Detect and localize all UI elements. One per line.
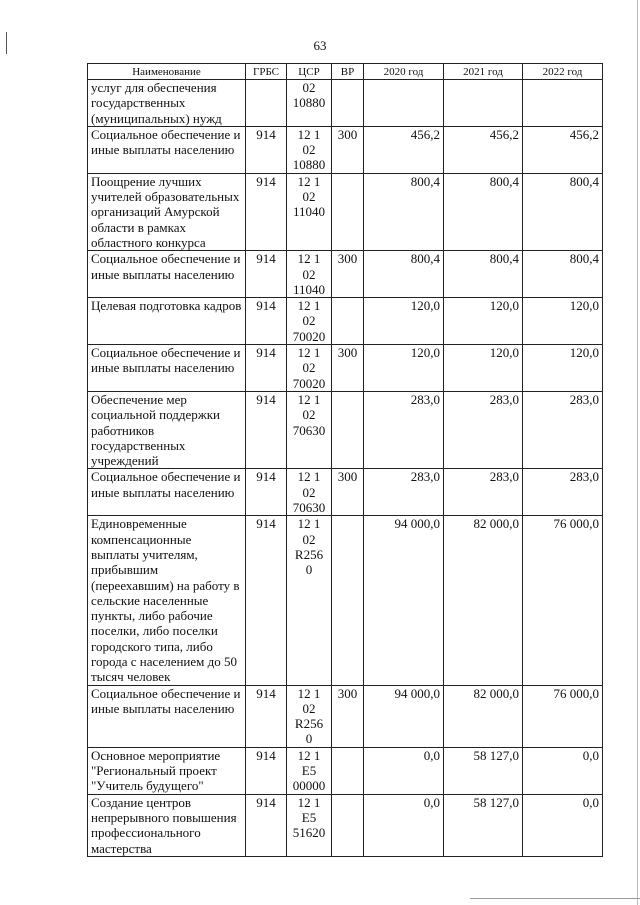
row-2021-cell: 800,4 <box>444 251 523 298</box>
row-2022-cell: 283,0 <box>523 391 603 468</box>
row-name-cell: Социальное обеспечение и иные выплаты населению <box>88 251 246 298</box>
row-2021-cell: 800,4 <box>444 173 523 250</box>
row-grbs-cell <box>246 80 287 127</box>
row-vr-cell: 300 <box>332 685 364 747</box>
row-csr-cell: 12 1 02 R256 0 <box>287 516 332 685</box>
row-vr-cell: 300 <box>332 126 364 173</box>
row-2020-cell: 800,4 <box>364 173 444 250</box>
row-name-cell: услуг для обеспечения государственных (муниципальных) нужд <box>88 80 246 127</box>
row-csr-cell: 12 1 02 11040 <box>287 173 332 250</box>
row-csr-cell: 12 1 E5 51620 <box>287 794 332 856</box>
row-name-cell: Основное мероприятие "Региональный проект "Учитель будущего" <box>88 747 246 794</box>
row-2020-cell: 94 000,0 <box>364 516 444 685</box>
row-grbs-cell: 914 <box>246 794 287 856</box>
row-2022-cell: 800,4 <box>523 251 603 298</box>
row-2021-cell <box>444 80 523 127</box>
table-row <box>88 298 603 345</box>
table-row <box>88 747 603 794</box>
row-2020-cell: 800,4 <box>364 251 444 298</box>
row-2020-cell: 0,0 <box>364 794 444 856</box>
row-2021-cell: 456,2 <box>444 126 523 173</box>
row-csr-cell: 12 1 E5 00000 <box>287 747 332 794</box>
header-2022: 2022 год <box>523 64 603 80</box>
table-row <box>88 391 603 468</box>
row-name-cell: Обеспечение мер социальной поддержки работников государственных учреждений <box>88 391 246 468</box>
row-grbs-cell: 914 <box>246 126 287 173</box>
row-2022-cell: 76 000,0 <box>523 516 603 685</box>
row-2020-cell: 94 000,0 <box>364 685 444 747</box>
row-2020-cell: 120,0 <box>364 345 444 392</box>
row-2022-cell: 120,0 <box>523 298 603 345</box>
header-grbs: ГРБС <box>246 64 287 80</box>
row-2022-cell: 283,0 <box>523 469 603 516</box>
row-2022-cell: 76 000,0 <box>523 685 603 747</box>
row-csr-cell: 12 1 02 R256 0 <box>287 685 332 747</box>
table-header-row <box>88 64 603 80</box>
table-row <box>88 469 603 516</box>
row-name-cell: Социальное обеспечение и иные выплаты населению <box>88 345 246 392</box>
row-vr-cell <box>332 516 364 685</box>
row-vr-cell <box>332 794 364 856</box>
scan-footer-line <box>470 898 640 899</box>
row-2021-cell: 283,0 <box>444 391 523 468</box>
row-vr-cell <box>332 80 364 127</box>
row-2020-cell: 0,0 <box>364 747 444 794</box>
table-row <box>88 173 603 250</box>
page-number: 63 <box>313 38 327 53</box>
header-2020: 2020 год <box>364 64 444 80</box>
row-vr-cell: 300 <box>332 345 364 392</box>
row-csr-cell: 12 1 02 11040 <box>287 251 332 298</box>
row-2021-cell: 120,0 <box>444 298 523 345</box>
table-row <box>88 126 603 173</box>
scan-edge-line <box>637 0 638 905</box>
budget-table <box>87 63 603 857</box>
row-name-cell: Целевая подготовка кадров <box>88 298 246 345</box>
row-2020-cell: 456,2 <box>364 126 444 173</box>
row-csr-cell: 02 10880 <box>287 80 332 127</box>
row-grbs-cell: 914 <box>246 747 287 794</box>
row-csr-cell: 12 1 02 70020 <box>287 345 332 392</box>
row-grbs-cell: 914 <box>246 173 287 250</box>
row-grbs-cell: 914 <box>246 345 287 392</box>
row-vr-cell: 300 <box>332 469 364 516</box>
row-name-cell: Единовременные компенсационные выплаты учителям, прибывшим (переехавшим) на работу в сельские населенные пункты, либо рабочие поселки, либо поселки городского типа, либо города с населением до 50 тысяч человек <box>88 516 246 685</box>
row-grbs-cell: 914 <box>246 685 287 747</box>
row-csr-cell: 12 1 02 70630 <box>287 391 332 468</box>
row-2021-cell: 283,0 <box>444 469 523 516</box>
row-name-cell: Социальное обеспечение и иные выплаты населению <box>88 685 246 747</box>
row-csr-cell: 12 1 02 70020 <box>287 298 332 345</box>
row-name-cell: Социальное обеспечение и иные выплаты населению <box>88 469 246 516</box>
row-2021-cell: 82 000,0 <box>444 516 523 685</box>
row-2021-cell: 58 127,0 <box>444 747 523 794</box>
row-grbs-cell: 914 <box>246 298 287 345</box>
table-row <box>88 345 603 392</box>
header-csr: ЦСР <box>287 64 332 80</box>
table-row <box>88 251 603 298</box>
table-row <box>88 794 603 856</box>
row-2021-cell: 82 000,0 <box>444 685 523 747</box>
row-name-cell: Создание центров непрерывного повышения профессионального мастерства <box>88 794 246 856</box>
row-2022-cell: 0,0 <box>523 794 603 856</box>
row-2021-cell: 120,0 <box>444 345 523 392</box>
row-vr-cell: 300 <box>332 251 364 298</box>
row-csr-cell: 12 1 02 70630 <box>287 469 332 516</box>
row-vr-cell <box>332 298 364 345</box>
row-grbs-cell: 914 <box>246 251 287 298</box>
row-2022-cell: 120,0 <box>523 345 603 392</box>
row-2022-cell: 0,0 <box>523 747 603 794</box>
row-2020-cell <box>364 80 444 127</box>
row-2020-cell: 283,0 <box>364 391 444 468</box>
row-csr-cell: 12 1 02 10880 <box>287 126 332 173</box>
table-row <box>88 80 603 127</box>
row-grbs-cell: 914 <box>246 516 287 685</box>
header-2021: 2021 год <box>444 64 523 80</box>
row-2022-cell: 456,2 <box>523 126 603 173</box>
row-2022-cell <box>523 80 603 127</box>
table-row <box>88 516 603 685</box>
row-name-cell: Социальное обеспечение и иные выплаты населению <box>88 126 246 173</box>
row-2022-cell: 800,4 <box>523 173 603 250</box>
row-name-cell: Поощрение лучших учителей образовательных организаций Амурской области в рамках областного конкурса <box>88 173 246 250</box>
row-2020-cell: 120,0 <box>364 298 444 345</box>
row-2020-cell: 283,0 <box>364 469 444 516</box>
row-grbs-cell: 914 <box>246 391 287 468</box>
row-vr-cell <box>332 391 364 468</box>
header-name: Наименование <box>88 64 246 80</box>
header-vr: ВР <box>332 64 364 80</box>
table-row <box>88 685 603 747</box>
row-vr-cell <box>332 747 364 794</box>
row-2021-cell: 58 127,0 <box>444 794 523 856</box>
row-grbs-cell: 914 <box>246 469 287 516</box>
row-vr-cell <box>332 173 364 250</box>
